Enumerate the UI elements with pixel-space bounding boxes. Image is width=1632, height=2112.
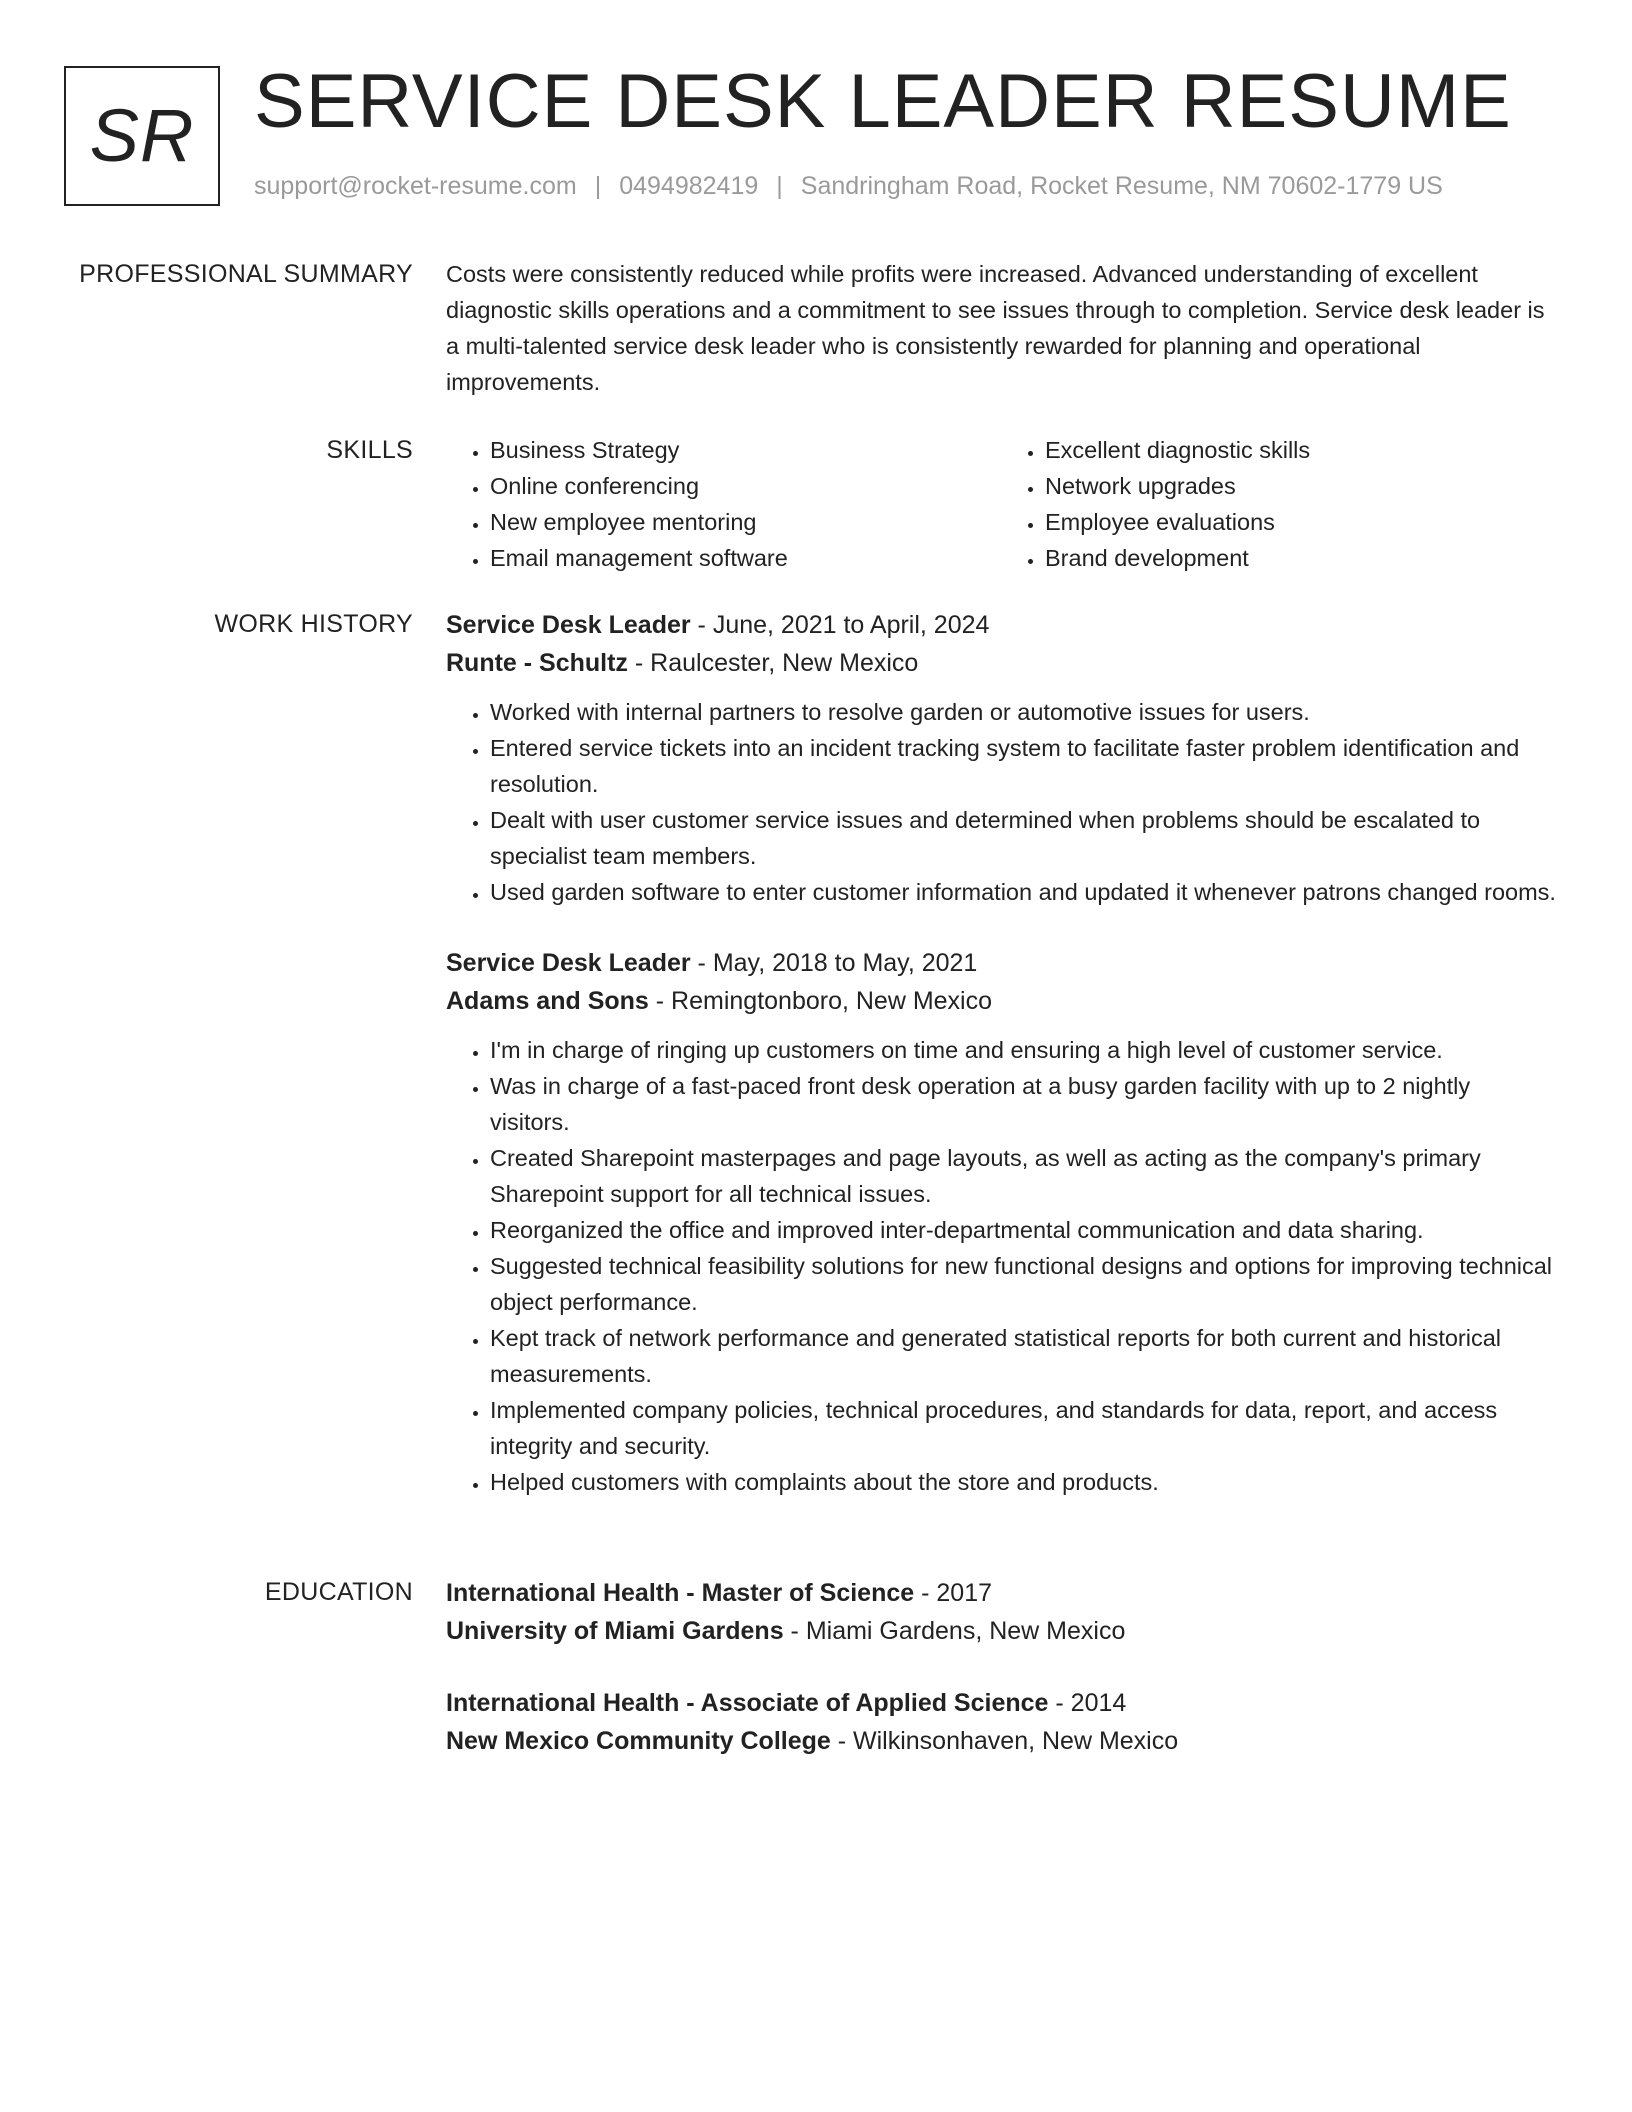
job-bullets [446,1032,1556,1500]
school-name: University of Miami Gardens [446,1617,784,1645]
education-content [446,1574,1556,1760]
contact-separator: | [776,172,783,200]
job-bullet: • Was in charge of a fast-paced front desk operation at a busy garden facility with up to 2 nightly visitors. [490,1068,1556,1140]
monogram-initials: SR [89,94,195,177]
skill-item: • Network upgrades [1045,468,1556,504]
skill-item: • Brand development [1045,540,1556,576]
school-name: New Mexico Community College [446,1727,831,1755]
monogram-box [64,66,220,206]
job-bullet: • Worked with internal partners to resolve garden or automotive issues for users. [490,694,1556,730]
work-history-content [446,606,1556,1500]
job-bullet: • Dealt with user customer service issues and determined when problems should be escalated to specialist team members. [490,802,1556,874]
job-bullet: • Created Sharepoint masterpages and page layouts, as well as acting as the company's primary Sharepoint support for all technical issues. [490,1140,1556,1212]
education-heading: EDUCATION [264,1578,413,1606]
employer-location: - Raulcester, New Mexico [627,649,919,677]
job-bullet: • Entered service tickets into an incident tracking system to facilitate faster problem identification and resolution. [490,730,1556,802]
job-dates: - May, 2018 to May, 2021 [690,949,978,977]
school-location: - Wilkinsonhaven, New Mexico [830,1727,1179,1755]
contact-phone: 0494982419 [619,172,759,200]
school-location: - Miami Gardens, New Mexico [783,1617,1126,1645]
job-entry [446,606,1556,910]
job-title-line [446,944,1556,982]
job-bullet: • Helped customers with complaints about the store and products. [490,1464,1556,1500]
education-entry [446,1574,1556,1650]
contact-email: support@rocket-resume.com [254,172,577,200]
job-bullets [446,694,1556,910]
employer-name: Adams and Sons [446,987,649,1015]
contact-line [254,172,1443,201]
skills-list-left [446,432,1001,576]
employer-line [446,644,1556,682]
summary-text: Costs were consistently reduced while profits were increased. Advanced understanding of excellent diagnostic skills operations and a commitment to see issues through to completion. Service desk leader is a multi-talented service desk leader who is consistently rewarded for planning and operational improvements. [446,261,1545,395]
school-line [446,1722,1556,1760]
job-bullet: • Kept track of network performance and generated statistical reports for both current and historical measurements. [490,1320,1556,1392]
skill-item: • Business Strategy [490,432,1001,468]
school-line [446,1612,1556,1650]
degree-line [446,1574,1556,1612]
skill-item: • Email management software [490,540,1001,576]
education-entry [446,1684,1556,1760]
job-bullet: • Reorganized the office and improved inter-departmental communication and data sharing. [490,1212,1556,1248]
employer-location: - Remingtonboro, New Mexico [648,987,993,1015]
job-bullet: • I'm in charge of ringing up customers on time and ensuring a high level of customer service. [490,1032,1556,1068]
degree-line [446,1684,1556,1722]
skill-item: • Employee evaluations [1045,504,1556,540]
skills-heading: SKILLS [326,436,413,464]
skill-item: • New employee mentoring [490,504,1001,540]
skills-content [446,432,1556,576]
degree-year: - 2017 [914,1579,993,1607]
job-dates: - June, 2021 to April, 2024 [690,611,990,639]
job-title: Service Desk Leader [446,949,691,977]
job-entry [446,944,1556,1500]
resume-title: SERVICE DESK LEADER RESUME [254,59,1512,144]
summary-content [446,256,1556,400]
skill-item: • Excellent diagnostic skills [1045,432,1556,468]
work-history-heading: WORK HISTORY [214,610,413,638]
degree-year: - 2014 [1048,1689,1127,1717]
employer-name: Runte - Schultz [446,649,628,677]
job-title-line [446,606,1556,644]
contact-address: Sandringham Road, Rocket Resume, NM 70602-1779 US [800,172,1443,200]
summary-heading: PROFESSIONAL SUMMARY [79,260,413,288]
skills-list-right [1001,432,1556,576]
job-title: Service Desk Leader [446,611,691,639]
job-bullet: • Implemented company policies, technical procedures, and standards for data, report, and access integrity and security. [490,1392,1556,1464]
contact-separator: | [594,172,602,200]
employer-line [446,982,1556,1020]
job-bullet: • Used garden software to enter customer information and updated it whenever patrons changed rooms. [490,874,1556,910]
skill-item: • Online conferencing [490,468,1001,504]
degree-name: International Health - Associate of Applied Science [446,1689,1049,1717]
job-bullet: • Suggested technical feasibility solutions for new functional designs and options for improving technical object performance. [490,1248,1556,1320]
degree-name: International Health - Master of Science [446,1579,915,1607]
